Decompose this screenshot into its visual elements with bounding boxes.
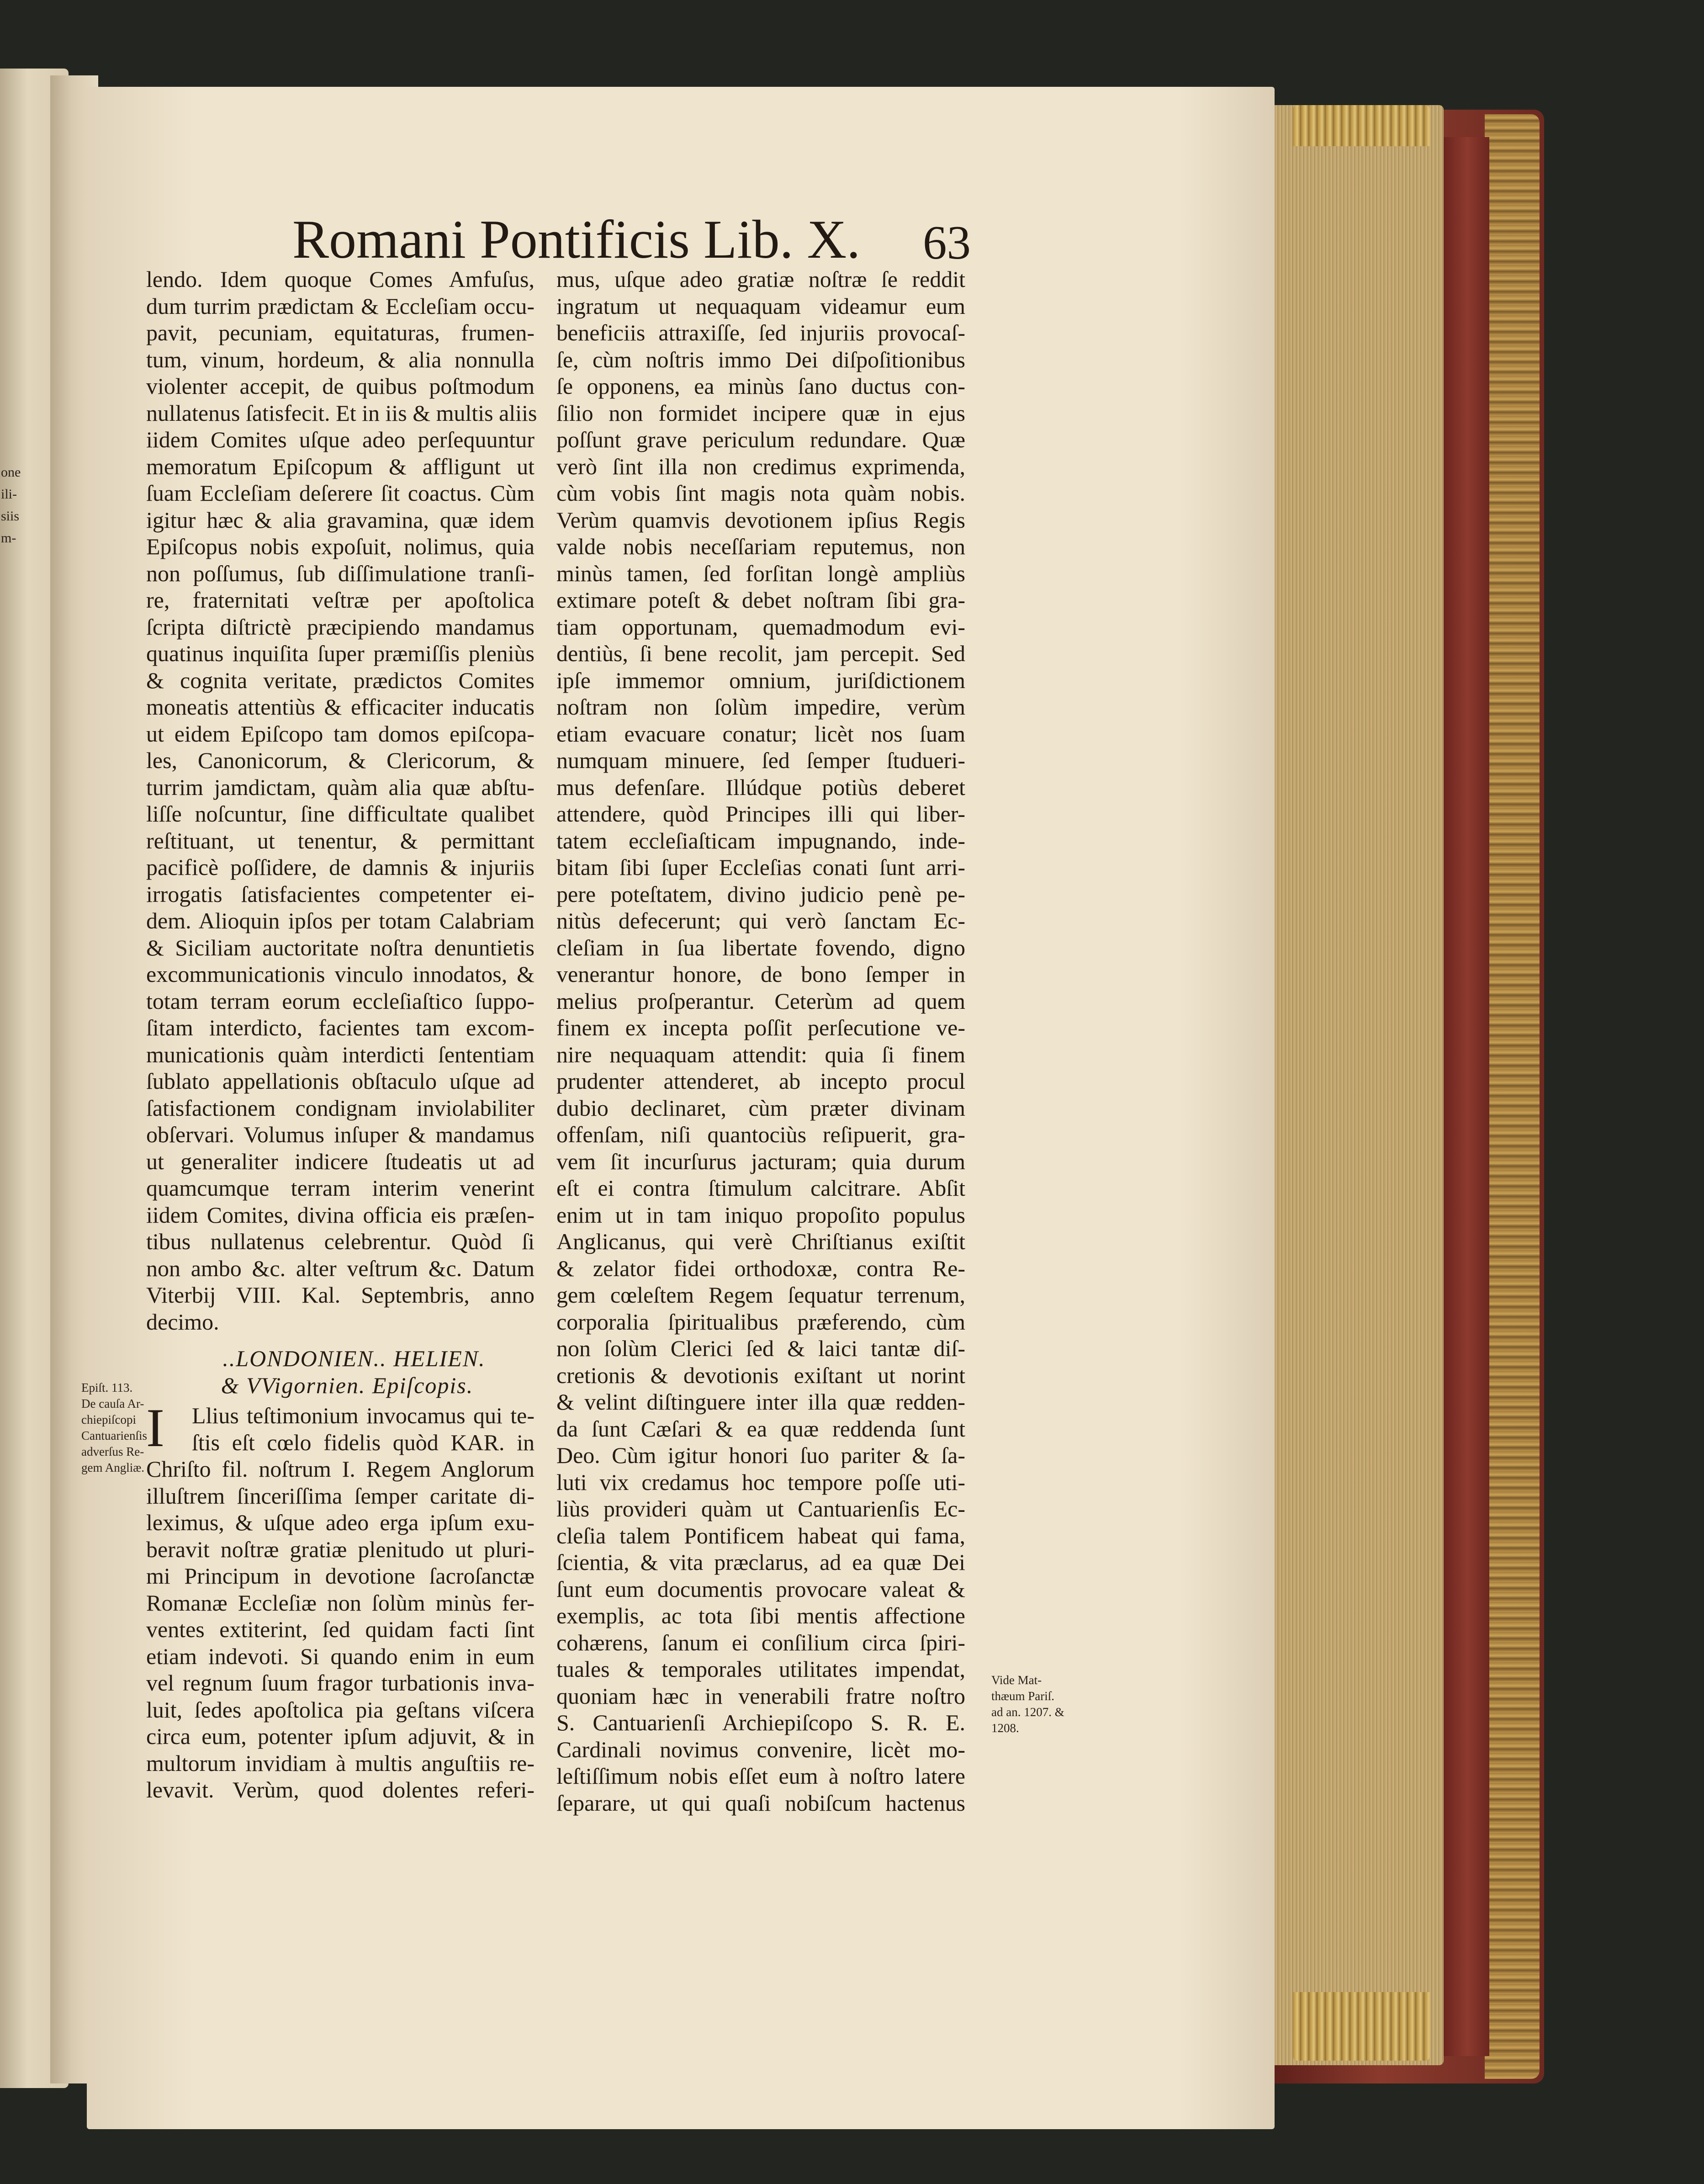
right-text-column [556, 266, 965, 1816]
text-line: ſunt eum documentis provocare valeat & [556, 1576, 965, 1602]
text-line: quoniam hæc in venerabili fratre noſtro [556, 1683, 965, 1709]
text-line: tiam opportunam, quemadmodum evi- [556, 614, 965, 640]
text-line: Cardinali novimus convenire, licèt mo- [556, 1736, 965, 1762]
text-line: tum, vinum, hordeum, & alia nonnulla [146, 346, 534, 372]
text-line: tibus nullatenus celebrentur. Quòd ſi [146, 1229, 534, 1254]
text-line: ſublato appellationis obſtaculo uſque ad [146, 1068, 534, 1094]
text-line: ſatisfactionem condignam inviolabiliter [146, 1095, 534, 1121]
text-line: quamcumque terram interim venerint [146, 1175, 534, 1201]
text-line: luit, ſedes apoſtolica pia geſtans viſcera [146, 1696, 534, 1723]
text-line: igitur hæc & alia gravamina, quæ idem [146, 507, 534, 533]
text-line: & Siciliam auctoritate noſtra denuntietis [146, 934, 534, 960]
text-line: offenſam, niſi quantociùs reſipuerit, gra- [556, 1122, 965, 1147]
text-line: etiam indevoti. Si quando enim in eum [146, 1643, 534, 1669]
text-line: cretionis & devotionis exiſtant ut norint [556, 1362, 965, 1388]
text-line: venerantur honore, de bono ſemper in [556, 961, 965, 987]
text-line: cleſia talem Pontificem habeat qui fama, [556, 1522, 965, 1548]
text-line: leſtiſſimum nobis eſſet eum à noſtro latere [556, 1763, 965, 1789]
text-line: totam terram eorum eccleſiaſtico ſuppo- [146, 988, 534, 1014]
text-line: cùm vobis ſint magis nota quàm nobis. [556, 480, 965, 506]
text-line: nire nequaquam attendit: quia ſi finem [556, 1041, 965, 1067]
text-line: pere poteſtatem, divino judicio penè pe- [556, 881, 965, 907]
text-line: violenter accepit, de quibus poſtmodum [146, 373, 534, 399]
text-line: ſilio non formidet incipere quæ in ejus [556, 400, 965, 426]
left-column-body [146, 266, 537, 1335]
text-line: da ſunt Cæſari & ea quæ reddenda ſunt [556, 1415, 965, 1442]
text-line: excommunicationis vinculo innodatos, & [146, 961, 534, 987]
text-line: extimare poteſt & debet noſtram ſibi gra- [556, 587, 965, 613]
text-line: decimo. [146, 1309, 219, 1335]
text-line: eſt ei contra ſtimulum calcitrare. Abſit [556, 1175, 965, 1201]
text-line: dem. Alioquin ipſos per totam Calabriam [146, 908, 534, 933]
text-line: poſſunt grave periculum redundare. Quæ [556, 427, 965, 452]
text-line: ſe, cùm noſtris immo Dei diſpoſitionibus [556, 346, 965, 372]
text-line: melius proſperantur. Ceterùm ad quem [556, 988, 965, 1014]
left-page-fragment: ili- [1, 487, 17, 502]
text-line: Viterbij VIII. Kal. Septembris, anno [146, 1282, 534, 1308]
text-line: memoratum Epiſcopum & affligunt ut [146, 453, 534, 479]
letter-heading-line: ..LONDONIEN.. HELIEN. [222, 1346, 486, 1371]
text-line: Epiſcopus nobis expoſuit, nolimus, quia [146, 534, 534, 559]
text-line: nullatenus ſatisfecit. Et in iis & multis aliis [146, 400, 537, 426]
text-line: mi Principum in devotione ſacroſanctæ [146, 1563, 534, 1589]
left-page-fragment: m- [1, 530, 16, 546]
text-line: ut eidem Epiſcopo tam domos epiſcopa- [146, 721, 534, 747]
text-line: ſcientia, & vita præclarus, ad ea quæ Dei [556, 1549, 965, 1575]
text-line: ſuam Eccleſiam deſerere ſit coactus. Cùm [146, 480, 534, 506]
text-line: liùs provideri quàm ut Cantuarienſis Ec- [556, 1496, 965, 1521]
text-line: exemplis, ac tota ſibi mentis affectione [556, 1603, 965, 1628]
text-line: corporalia ſpiritualibus præferendo, cùm [556, 1309, 965, 1335]
text-line: beneficiis attraxiſſe, ſed injuriis provocaſ- [556, 320, 965, 345]
gilt-headband-top [1293, 105, 1430, 146]
gilt-headband-bottom [1293, 1992, 1430, 2061]
text-line: multorum invidiam à multis anguſtiis re- [146, 1750, 534, 1776]
text-line: ipſe immemor omnium, juriſdictionem [556, 667, 965, 693]
text-line: valde nobis neceſſariam reputemus, non [556, 534, 965, 559]
text-line: quatinus inquiſita ſuper præmiſſis pleniùs [146, 641, 534, 666]
text-line: & velint diſtinguere inter illa quæ redden- [556, 1389, 965, 1415]
text-line: irrogatis ſatisfacientes competenter ei- [146, 881, 534, 907]
text-line: enim ut in tam iniquo propoſito populus [556, 1202, 965, 1228]
running-title: Romani Pontificis Lib. X. [292, 209, 861, 270]
text-line: beravit noſtræ gratiæ plenitudo ut pluri- [146, 1536, 534, 1562]
text-line: municationis quàm interdicti ſententiam [146, 1041, 534, 1067]
text-line: pacificè poſſidere, de damnis & injuriis [146, 854, 534, 880]
text-line: & cognita veritate, prædictos Comites [146, 667, 534, 693]
text-line: numquam minuere, ſed ſemper ſtudueri- [556, 747, 965, 773]
text-line: dubio declinaret, cùm præter divinam [556, 1095, 965, 1121]
text-line: Romanæ Eccleſiæ non ſolùm minùs fer- [146, 1590, 534, 1616]
text-line: finem ex incepta poſſit perſecutione ve- [556, 1015, 965, 1040]
text-line: ſcripta diſtrictè præcipiendo mandamus [146, 614, 534, 640]
text-line: Verùm quamvis devotionem ipſius Regis [556, 507, 965, 533]
text-line: iidem Comites uſque adeo perſequuntur [146, 427, 534, 452]
text-line: mus, uſque adeo gratiæ noſtræ ſe reddit [556, 266, 965, 292]
text-line: lendo. Idem quoque Comes Amfuſus, [146, 266, 534, 292]
text-line: cohærens, ſanum ei conſilium circa ſpiri- [556, 1629, 965, 1655]
text-line: Anglicanus, qui verè Chriſtianus exiſtit [556, 1229, 965, 1254]
text-line: pavit, pecuniam, equitaturas, frumen- [146, 320, 534, 345]
page-number: 63 [923, 216, 971, 269]
text-line: obſervari. Volumus inſuper & mandamus [146, 1122, 534, 1147]
text-line: bitam ſibi ſuper Eccleſias conati ſunt arri- [556, 854, 965, 880]
text-line: moneatis attentiùs & efficaciter inducatis [146, 694, 534, 720]
text-line: gem cœleſtem Regem ſequatur terrenum, [556, 1282, 965, 1308]
left-page-fragment: siis [1, 509, 20, 524]
text-line: non poſſumus, ſub diſſimulatione tranſi- [146, 560, 534, 586]
drop-cap-initial: I [146, 1397, 164, 1458]
letter-opening-text [146, 1397, 534, 1803]
text-line: re, fraternitati veſtræ per apoſtolica [146, 587, 534, 613]
text-line: Deo. Cùm igitur honori ſuo pariter & ſa- [556, 1442, 965, 1468]
text-line: & zelator fidei orthodoxæ, contra Re- [556, 1255, 965, 1281]
text-line: ut generaliter indicere ſtudeatis ut ad [146, 1148, 534, 1174]
text-line: ſe opponens, ea minùs ſano ductus con- [556, 373, 965, 399]
text-line: les, Canonicorum, & Clericorum, & [146, 747, 534, 773]
text-line: Llius teſtimonium invocamus qui te- [192, 1403, 534, 1428]
text-line: tatem eccleſiaſticam impugnando, inde- [556, 827, 965, 853]
gilt-border [1485, 114, 1540, 2079]
margin-note-right: Vide Mat- thæum Pariſ. ad an. 1207. & 1208. [991, 1673, 1064, 1735]
text-line: attendere, quòd Principes illi qui liber- [556, 801, 965, 827]
text-line: circa eum, potenter ipſum adjuvit, & in [146, 1723, 534, 1749]
text-line: non ambo &c. alter veſtrum &c. Datum [146, 1255, 534, 1281]
text-line: ventes extiterint, ſed quidam facti ſint [146, 1617, 534, 1642]
margin-note-left: Epiſt. 113. De cauſa Ar- chiepiſcopi Cantuarienſis adverſus Re- gem Angliæ. [81, 1381, 147, 1474]
text-line: ſitam interdicto, facientes tam excom- [146, 1015, 534, 1040]
text-line: ingratum ut nequaquam videamur eum [556, 293, 965, 319]
text-line: illuſtrem ſinceriſſima ſemper caritate di- [146, 1483, 534, 1509]
text-line: turrim jamdictam, quàm alia quæ abſtu- [146, 774, 534, 800]
text-line: verò ſint illa non credimus exprimenda, [556, 453, 965, 479]
left-text-column [146, 266, 537, 1803]
text-line: minùs tamen, ſed forſitan longè ampliùs [556, 560, 965, 586]
text-line: tuales & temporales utilitates impendat, [556, 1656, 965, 1682]
text-line: dentiùs, ſi bene recolit, jam percepit. Sed [556, 641, 965, 666]
text-line: prudenter attenderet, ab incepto procul [556, 1068, 965, 1094]
text-line: noſtram non ſolùm impedire, verùm [556, 694, 965, 720]
text-line: cleſiam in ſua libertate fovendo, digno [556, 934, 965, 960]
text-line: luti vix credamus hoc tempore poſſe uti- [556, 1469, 965, 1495]
text-line: Chriſto fil. noſtrum I. Regem Anglorum [146, 1456, 534, 1482]
text-line: liſſe noſcuntur, ſine difficultate qualibet [146, 801, 534, 827]
text-line: ſtis eſt cœlo fidelis quòd KAR. in [192, 1429, 534, 1455]
text-line: ſeparare, ut qui quaſi nobiſcum hactenus [556, 1790, 965, 1816]
text-line: dum turrim prædictam & Eccleſiam occu- [146, 293, 534, 319]
text-line: reſtituant, ut tenentur, & permittant [146, 827, 534, 853]
text-line: levavit. Verùm, quod dolentes referi- [146, 1777, 534, 1802]
text-line: S. Cantuarienſi Archiepiſcopo S. R. E. [556, 1710, 965, 1735]
text-line: nitùs defecerunt; qui verò ſanctam Ec- [556, 908, 965, 933]
page-block-edges [1261, 105, 1444, 2065]
text-line: vem ſit incurſurus jacturam; quia durum [556, 1148, 965, 1174]
left-page-fragment: one [1, 465, 21, 480]
text-line: non ſolùm Clerici ſed & laici tantæ diſ- [556, 1336, 965, 1361]
text-line: iidem Comites, divina officia eis præſen- [146, 1202, 534, 1228]
letter-heading-line: & VVigornien. Epiſcopis. [221, 1372, 474, 1398]
text-line: leximus, & uſque adeo erga ipſum exu- [146, 1510, 534, 1535]
text-line: vel regnum ſuum fragor turbationis inva- [146, 1670, 534, 1696]
text-line: mus defenſare. Illúdque potiùs deberet [556, 774, 965, 800]
text-line: etiam evacuare conatur; licèt nos ſuam [556, 721, 965, 747]
